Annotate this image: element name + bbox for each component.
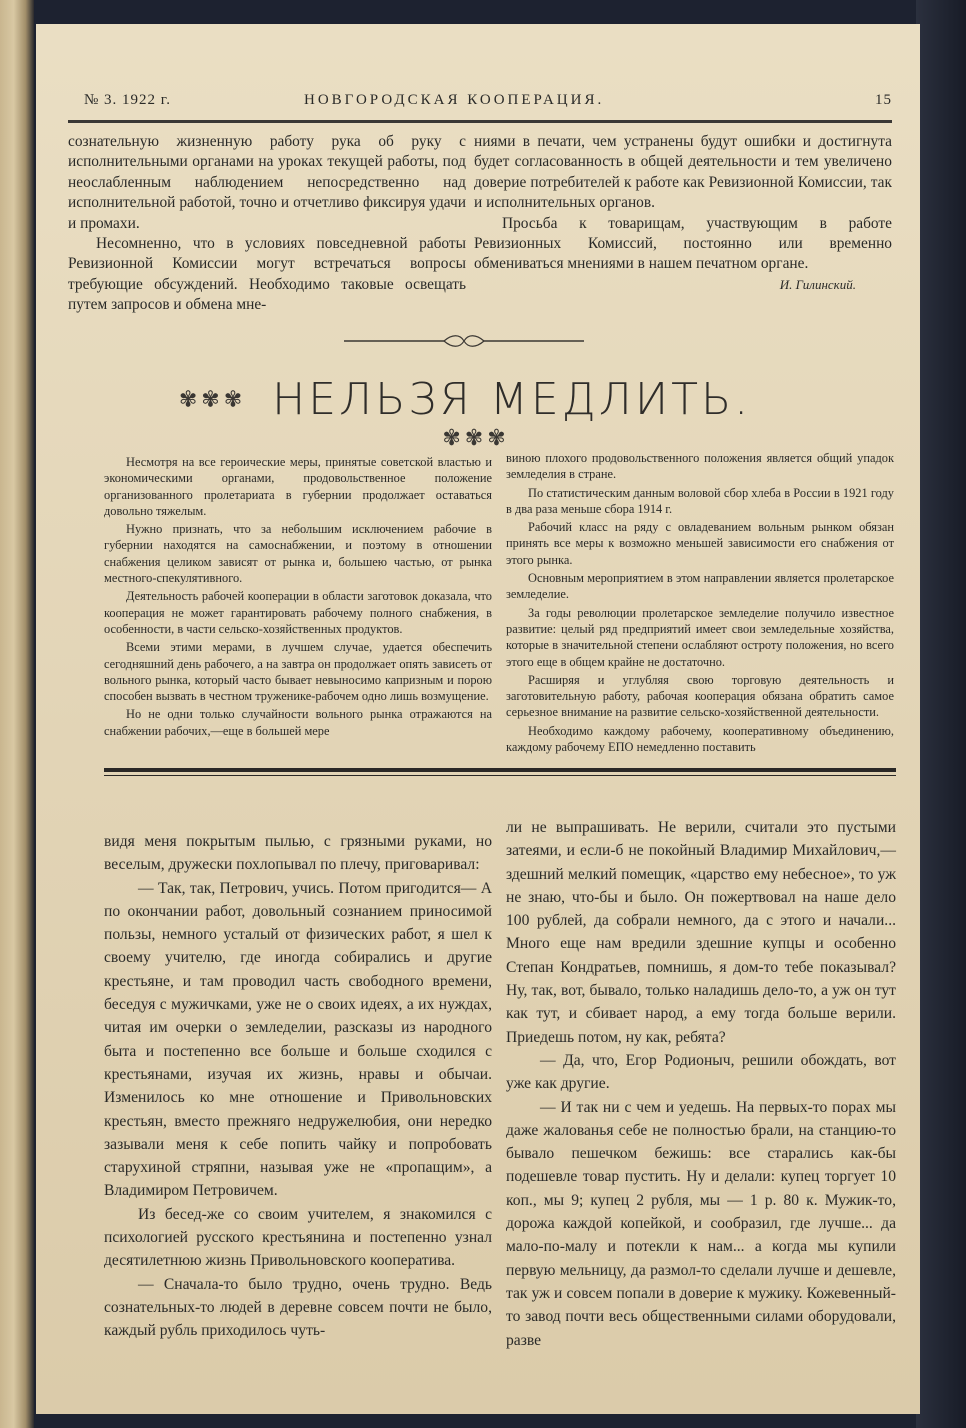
- paragraph: Несмотря на все героические меры, принятые советской властью и экономическими органами, продовольственное положение организованного пролетариата в губернии продолжает оставаться довольно тяжелым.: [104, 455, 492, 518]
- article-headline: [156, 374, 796, 450]
- paragraph: виною плохого продовольственного положения является общий упадок земледелия в стране.: [506, 451, 894, 482]
- paragraph: — Да, что, Егор Родионыч, решили обождать, вот уже как другие.: [506, 1051, 896, 1093]
- flourish-right: ✾✾✾: [442, 425, 510, 450]
- paragraph: видя меня покрытым пылью, с грязными руками, но веселым, дружески похлопывал по плечу, приговаривал:: [104, 833, 492, 874]
- author-signature: И. Гилинский.: [779, 276, 856, 292]
- paragraph: Из бесед-же со своим учителем, я знакомился с психологией русского крестьянина и постепенно узнал десятилетнюю жизнь Привольновского кооператива.: [104, 1205, 492, 1270]
- paragraph: — И так ни с чем и уедешь. На первых-то порах мы даже жалованья себе не полностью брали, на станцию-то бывало пешечком бежишь: все старались как-бы подешевле товар пустить. Ну и делали: купец торгует 10 коп., мы 9; купец 2 рубля, мы — 1 р. 80 к. Мужик-то, дорожа каждой копейкой, и сообразил, где лучше... да мало-по-малу и потекли к нам... а когда мы купили первую мельницу, да размол-то сделали лучше и дешевле, так уж и совсем попали в доверие к мужику. Кожевенный-то завод почти весь общественными силами оборудовали, разве: [506, 1098, 896, 1349]
- paragraph: Просьба к товарищам, участвующим в работе Ревизионных Комиссий, постоянно или временно обмениваться мнениями в нашем печатном органе.: [474, 214, 892, 273]
- journal-title: НОВГОРОДСКАЯ КООПЕРАЦИЯ.: [304, 92, 605, 108]
- paragraph: ниями в печати, чем устранены будут ошибки и достигнута будет согласованность в общей деятельности и тем увеличено доверие потребителей к работе как Ревизионной Комиссии, так и исполнительных органов.: [474, 133, 892, 212]
- paragraph: За годы революции пролетарское земледелие получило известное развитие: целый ряд предприятий имеет свои земледельные хозяйства, которые в значительной степени ослабляют остроту положения, но всего этого еще в общем крайне не достаточно.: [506, 605, 894, 669]
- story-right-column: [506, 816, 896, 1352]
- ornamental-divider: [344, 334, 584, 348]
- paragraph: Основным мероприятием в этом направлении является пролетарское земледелие.: [506, 571, 894, 602]
- book-binding-left: [0, 0, 34, 1428]
- main-article-left-column: [104, 454, 492, 741]
- paragraph: Всеми этими мерами, в лучшем случае, удается обеспечить сегодняшний день рабочего, а на завтра он продолжает опять зависеть от вольного рынка, который часто бывает невыносимо капризным и порою способен вызвать в честном труженике-рабочем одно лишь возмущение.: [104, 640, 492, 704]
- main-article-right-column: [506, 450, 894, 757]
- paragraph: — Так, так, Петрович, учись. Потом пригодится— А по окончании работ, довольный сознанием приносимой пользы, немного усталый от физических работ, я шел к своему учителю, где иногда собирались и другие крестьяне, и там проводил часть свободного времени, беседуя с мужичками, уже не о своих идеях, а их нуждах, читая им очерки о земледелии, разсказы из народного быта и постепенно все больше и больше сходился с крестьянами, изучая их жизнь, нравы и обычаи. Изменилось ко мне отношение и Привольновских крестьян, вместо прежняго недружелюбия, они нередко зазывали меня к себе попить чайку и попробовать старухиной стряпни, называя уже не «пропащим», а Владимиром Петровичем.: [104, 879, 492, 1200]
- issue-number: № 3. 1922 г.: [84, 92, 172, 108]
- top-article-right-column: [474, 132, 892, 295]
- paragraph: — Сначала-то было трудно, очень трудно. Ведь сознательных-то людей в деревне совсем почти не было, каждый рубль приходилось чуть-: [104, 1275, 492, 1340]
- paragraph: Необходимо каждому рабочему, кооперативному объединению, каждому рабочему ЕПО немедленно поставить: [506, 723, 894, 755]
- flourish-left: ✾✾✾: [178, 386, 247, 412]
- story-left-column: [104, 830, 492, 1343]
- headline-text: НЕЛЬЗЯ МЕДЛИТЬ.: [272, 374, 752, 425]
- paragraph: ли не выпрашивать. Не верили, считали это пустыми затеями, и если-б не покойный Владимир Михайлович,—здешний мелкий помещик, «царство ему небесное», то уж не знаю, что-бы и было. Он пожертвовал на наше дело 100 рублей, да собрали немного, да с этого и начали... Много еще нам вредили здешние купцы и особенно Степан Кондратьев, помнишь, я дом-то тебе показывал? Ну, так, вот, бывало, только наладишь дело-то, а уж он тут как тут, и сбивает народ, а ему тогда больше верили. Приедешь потом, ну как, ребята?: [506, 819, 896, 1046]
- paragraph: сознательную жизненную работу рука об руку с исполнительными органами на уроках текущей работы, под неослабленным наблюдением непосредственно над исполнительной работой, точно и отчетливо фиксируя удачи и промахи.: [68, 133, 466, 232]
- paragraph: По статистическим данным воловой сбор хлеба в России в 1921 году в два раза меньше сбора 1914 г.: [506, 485, 894, 516]
- top-article-left-column: [68, 132, 466, 316]
- section-divider-thick: [104, 768, 896, 772]
- newspaper-page: [36, 24, 920, 1414]
- paragraph: Расширяя и углубляя свою торговую деятельность и заготовительную работу, рабочая кооперация обязана обратить самое серьезное внимание на развитие сельско-хозяйственной деятельности.: [506, 672, 894, 720]
- book-binding-right: [916, 0, 966, 1428]
- paragraph: Рабочий класс на ряду с овладеванием вольным рынком обязан принять все меры к возможно меньшей зависимости его снабжения от этого рынка.: [506, 520, 894, 567]
- paragraph: Деятельность рабочей кооперации в области заготовок доказала, что кооперация не может гарантировать рабочему полного снабжения, в особенности, в части сельско-хозяйственных продуктов.: [104, 589, 492, 636]
- header-rule: [68, 120, 892, 123]
- section-divider-thin: [104, 775, 896, 776]
- page-header: [84, 92, 892, 120]
- paragraph: Нужно признать, что за небольшим исключением рабочие в губернии находятся на самоснабжении, и поэтому в отношении снабжения целиком зависят от рынка и, большею частью, от рынка местного-спекулятивного.: [104, 522, 492, 586]
- paragraph: Но не одни только случайности вольного рынка отражаются на снабжении рабочих,—еще в большей мере: [104, 707, 492, 738]
- paragraph: Несомненно, что в условиях повседневной работы Ревизионной Комиссии могут встречаться вопросы требующие обсуждений. Необходимо таковые освещать путем запросов и обмена мне-: [68, 235, 466, 314]
- page-number: 15: [875, 92, 892, 108]
